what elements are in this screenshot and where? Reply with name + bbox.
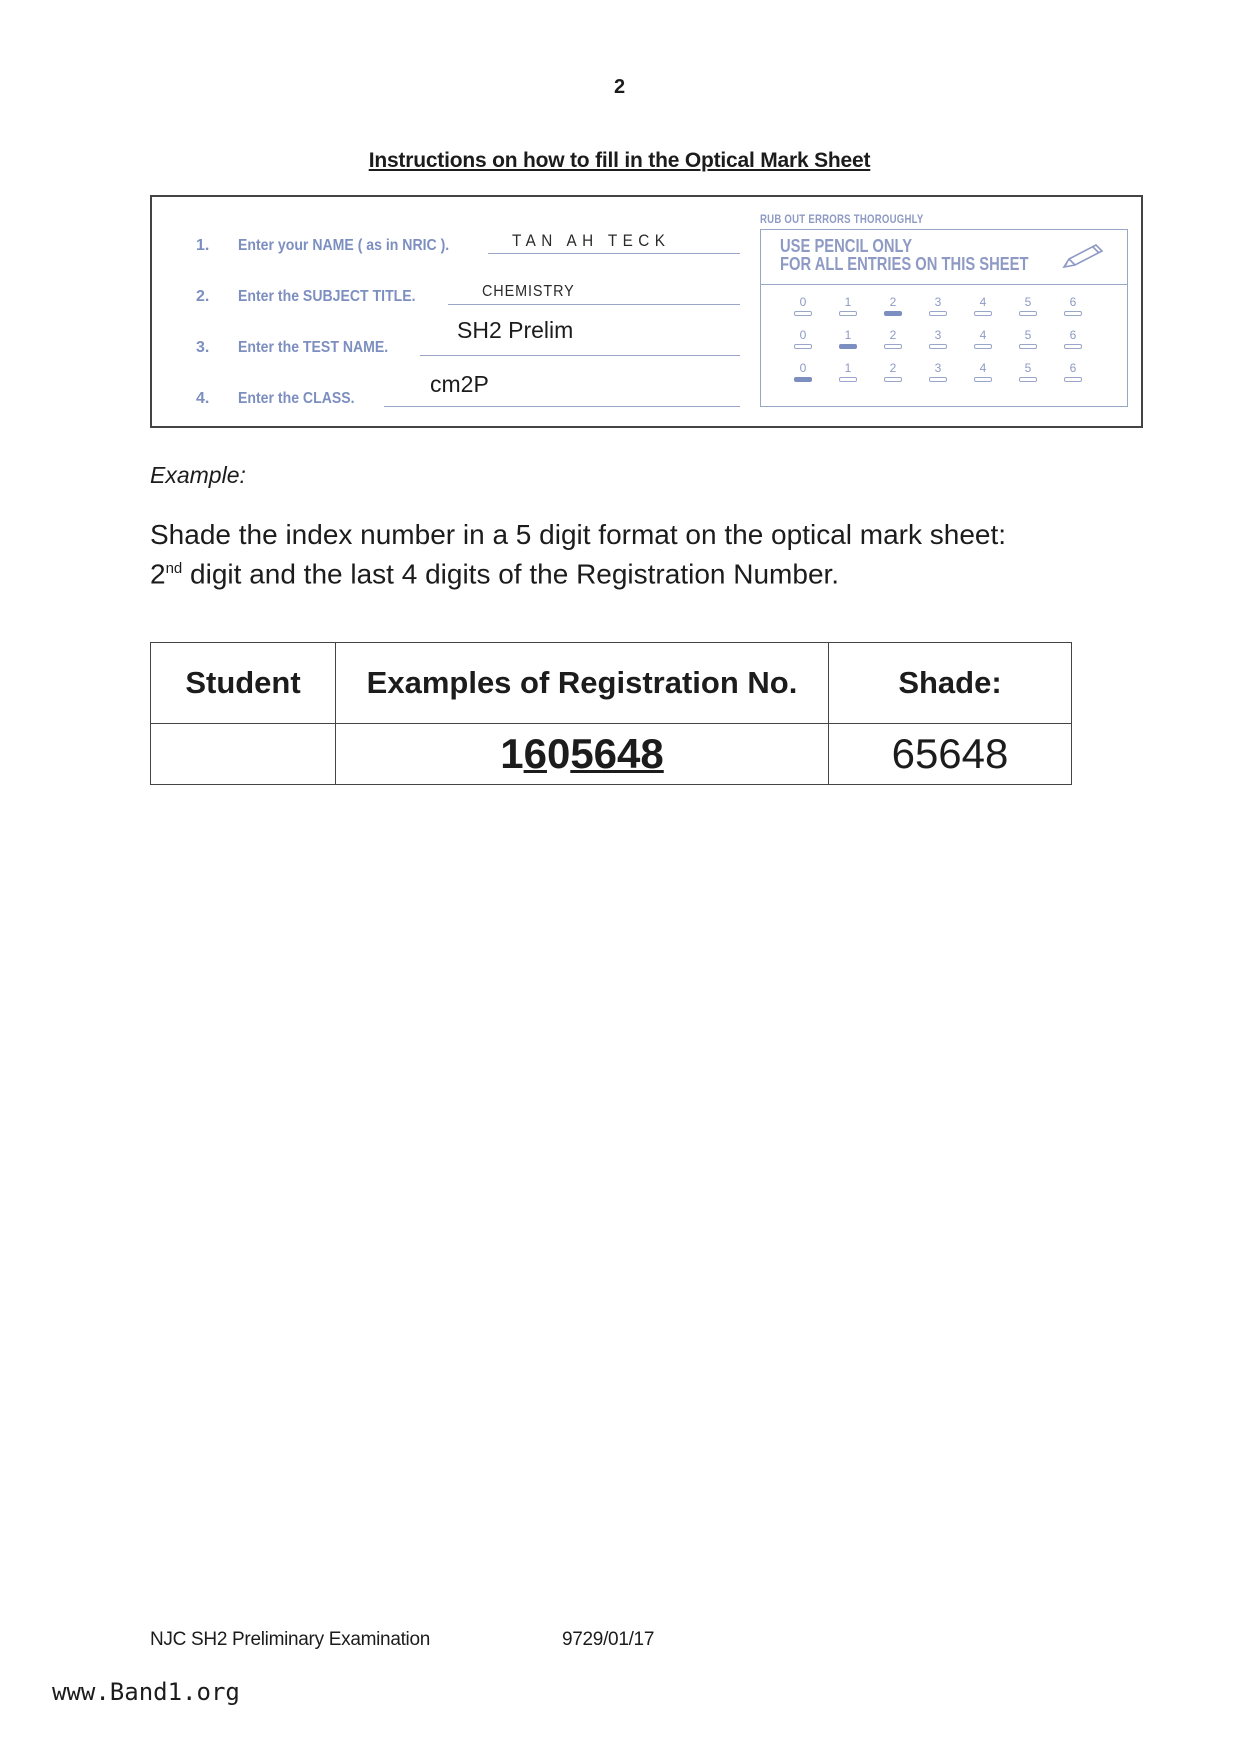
field-1-rule — [488, 253, 740, 254]
bubble-empty — [884, 377, 902, 382]
field-3-rule — [420, 355, 740, 356]
field-2-number: 2. — [196, 288, 210, 305]
pencil-notice-line-1: USE PENCIL ONLY — [780, 236, 913, 256]
grid-digit-label: 1 — [844, 361, 852, 375]
header-student: Student — [151, 643, 336, 724]
bubble-empty — [929, 377, 947, 382]
bubble-filled — [884, 311, 902, 316]
shading-instruction — [150, 518, 1130, 591]
grid-digit-label: 5 — [1024, 361, 1032, 375]
rub-out-notice: RUB OUT ERRORS THOROUGHLY — [760, 212, 924, 226]
table-header-row — [151, 643, 1072, 724]
bubble-empty — [794, 311, 812, 316]
pencil-icon — [1060, 241, 1106, 271]
grid-digit-label: 1 — [844, 328, 852, 342]
bubble-filled — [839, 344, 857, 349]
bubble-empty — [929, 311, 947, 316]
field-3-number: 3. — [196, 339, 210, 356]
grid-digit-label: 5 — [1024, 328, 1032, 342]
bubble-empty — [1064, 311, 1082, 316]
grid-digit-label: 3 — [934, 328, 942, 342]
grid-digit-label: 6 — [1069, 295, 1077, 309]
bubble-empty — [884, 344, 902, 349]
field-4-rule — [384, 406, 740, 407]
grid-digit-label: 4 — [979, 295, 987, 309]
table-row — [151, 724, 1072, 785]
grid-digit-label: 0 — [799, 328, 807, 342]
grid-digit-label: 0 — [799, 295, 807, 309]
grid-digit-label: 6 — [1069, 328, 1077, 342]
bubble-empty — [1019, 311, 1037, 316]
bubble-empty — [974, 377, 992, 382]
instruction-line-2: 2nd digit and the last 4 digits of the Registration Number. — [150, 558, 840, 590]
cell-student — [151, 724, 336, 785]
field-3-label: Enter the TEST NAME. — [238, 339, 389, 356]
page-number: 2 — [613, 76, 626, 98]
footer-paper-code: 9729/01/17 — [562, 1629, 655, 1650]
grid-digit-label: 0 — [799, 361, 807, 375]
bubble-empty — [794, 344, 812, 349]
pencil-notice — [780, 237, 1028, 273]
field-3-value: SH2 Prelim — [457, 317, 574, 343]
grid-digit-label: 3 — [934, 361, 942, 375]
grid-separator — [760, 284, 1128, 285]
example-label: Example: — [150, 462, 246, 488]
footer-exam-name: NJC SH2 Preliminary Examination — [150, 1629, 431, 1650]
optical-mark-sheet-example — [150, 195, 1143, 428]
pencil-notice-line-2: FOR ALL ENTRIES ON THIS SHEET — [780, 254, 1029, 274]
grid-digit-label: 4 — [979, 361, 987, 375]
bubble-empty — [1064, 344, 1082, 349]
field-4-number: 4. — [196, 390, 210, 407]
field-4-label: Enter the CLASS. — [238, 390, 355, 407]
field-1-number: 1. — [196, 237, 210, 254]
grid-digit-label: 5 — [1024, 295, 1032, 309]
grid-digit-label: 2 — [889, 361, 897, 375]
cell-shade: 65648 — [829, 724, 1072, 785]
grid-digit-label: 6 — [1069, 361, 1077, 375]
bubble-empty — [929, 344, 947, 349]
grid-digit-label: 2 — [889, 295, 897, 309]
instructions-title: Instructions on how to fill in the Optical Mark Sheet — [368, 149, 871, 172]
field-1-value: TAN AH TECK — [512, 231, 671, 250]
header-shade: Shade: — [829, 643, 1072, 724]
bubble-empty — [1019, 344, 1037, 349]
bubble-empty — [974, 344, 992, 349]
field-1-label: Enter your NAME ( as in NRIC ). — [238, 237, 450, 254]
bubble-empty — [974, 311, 992, 316]
instruction-line-1: Shade the index number in a 5 digit format on the optical mark sheet: — [150, 519, 1007, 550]
bubble-empty — [1019, 377, 1037, 382]
registration-example-table — [150, 642, 1072, 785]
bubble-filled — [794, 377, 812, 382]
grid-digit-label: 1 — [844, 295, 852, 309]
cell-registration-no — [336, 724, 829, 785]
field-2-label: Enter the SUBJECT TITLE. — [238, 288, 416, 305]
grid-digit-label: 4 — [979, 328, 987, 342]
watermark: www.Band1.org — [52, 1678, 240, 1706]
header-registration-no: Examples of Registration No. — [336, 643, 829, 724]
bubble-empty — [1064, 377, 1082, 382]
registration-number: 1605648 — [500, 730, 664, 777]
bubble-empty — [839, 311, 857, 316]
field-2-value: CHEMISTRY — [482, 283, 575, 300]
field-4-value: cm2P — [430, 371, 489, 397]
bubble-empty — [839, 377, 857, 382]
field-2-rule — [448, 304, 740, 305]
grid-digit-label: 3 — [934, 295, 942, 309]
grid-digit-label: 2 — [889, 328, 897, 342]
